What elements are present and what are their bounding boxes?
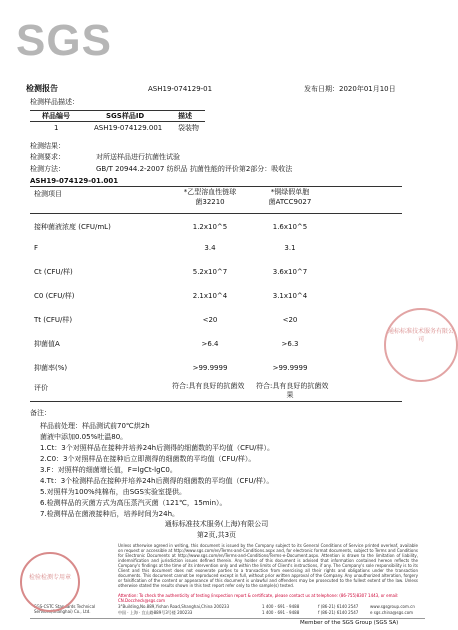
row-value: 2.1x10^4 [192,292,228,300]
divider [30,110,205,111]
company-en: SGS-CSTC Standards Technical Services(Shanghai) Co., Ltd. [34,604,96,614]
phone: 1 400 - 691 - 9488 [262,610,300,615]
row-label-f: F [34,244,39,252]
note-line: 6.检测样品的灭菌方式为高压蒸汽灭菌（121℃，15min）。 [40,499,227,507]
method-label: 检测方法： [30,165,65,173]
sample-col-desc: 描述 [178,112,192,120]
row-value: 果 [286,391,294,399]
row-value: 5.2x10^7 [192,268,228,276]
seal-left-text: 检验检测专用章 [28,574,71,581]
footer-company: 通标标准技术服务(上海)有限公司 [164,520,269,528]
row-value: 3.4 [204,244,216,252]
note-line: 2.C0：3个对照样品在接种后立即测得的细菌数的平均值（CFU/样）。 [40,455,256,463]
sample-heading: 检测样品描述： [30,98,79,106]
row-value: 符合:具有良好的抗菌效 [172,382,245,390]
divider [30,121,205,122]
page-number: 第2页,共3页 [196,531,237,539]
address-en: 3°Building,No.889,Yishan Road,Shanghai,China 200233 [118,604,230,609]
row-value: >6.3 [281,340,299,348]
row-label-eval: 评价 [34,384,48,392]
note-line: 样品前处理：样品测试前70℃烘2h [40,422,150,430]
address-cn: 中国 · 上海 · 宜山路889号3号楼 200233 [118,610,193,615]
table-header-strain2-l1: *铜绿假单胞 [270,188,310,196]
seal-right [384,308,458,382]
row-value: <20 [282,316,298,324]
issue-date: 发布日期：2020年01月10日 [304,85,396,93]
sgs-logo-text: SGS [16,16,112,65]
authenticity-note: Attention: To check the authenticity of testing /inspection report & certificate, please contact us at telephone: (86-755)8307 1443, or email: CN.Doccheck@sgs.com [118,593,399,603]
row-value: >99.9999 [192,364,228,372]
row-label-tt: Tt (CFU/样) [34,316,73,324]
row-value: 3.1 [284,244,296,252]
sample-col-no: 样品编号 [42,112,70,120]
divider [30,618,425,619]
note-line: 3.F：对照样的细菌增长值，F=lgCt-lgC0。 [40,466,177,474]
results-heading: 检测结果： [30,142,65,150]
row-label-a: 抑菌值A [34,340,60,348]
disclaimer: Unless otherwise agreed in writing, this document is issued by the Company subject to its General Conditions of Service printed overleaf, available on request or accessible at http://www.sgs.com/en/Terms-and-Conditions.aspx and, for electronic format documents, subject to Terms and Conditions for Electronic Documents at http://www.sgs.com/en/Terms-and-Conditions/Terms-e-Document.aspx. Attention is drawn to the limitation of liability, indemnification and jurisdiction issues defined therein. Any holder of this document is advised that information contained hereon reflects the Company's findings at the time of its intervention only and within the limits of Client's instructions, if any. The Company's sole responsibility is to its Client and this document does not exonerate parties to a transaction from exercising all their rights and obligations under the transaction documents. This document cannot be reproduced except in full, without prior written approval of the Company. Any unauthorized alteration, forgery or falsification of the content or appearance of this document is unlawful and offenders may be prosecuted to the fullest extent of the law. Unless otherwise stated the results shown in this test report refer only to the sample(s) tested. [118,543,418,588]
note-line: 菌液中添加0.05%吐温80。 [40,433,128,441]
row-value: 3.1x10^4 [272,292,308,300]
website: www.sgsgroup.com.cn [370,604,415,609]
row-value: 1.6x10^5 [272,223,308,231]
note-line: 4.Tt：3个检测样品在接种并培养24h后测得的细菌数的平均值（CFU/样）。 [40,477,274,485]
note-line: 5.对照样为100%纯棉布，由SGS实验室提供。 [40,488,187,496]
fax: f (86-21) 6140 2547 [318,610,359,615]
row-label-c0: C0 (CFU/样) [34,292,75,300]
row-label-inoculum: 接种菌液浓度 (CFU/mL) [34,223,111,231]
seal-bottom-left [20,552,80,612]
sample-col-id: SGS样品ID [106,112,145,120]
phone: 1 400 - 691 - 9488 [262,604,300,609]
method-value: GB/T 20944.2-2007 纺织品 抗菌性能的评价第2部分：吸收法 [96,165,293,173]
table-header-strain2-l2: 菌ATCC9027 [268,198,312,206]
table-header-strain1-l1: *乙型溶血性链球 [183,188,237,196]
row-value: 符合:具有良好的抗菌效 [256,382,329,390]
sample-no: 1 [54,124,59,132]
seal-right-text: 通标标准技术服务有限公司 [387,328,454,343]
table-header-strain1-l2: 菌32210 [195,198,225,206]
row-value: >99.9999 [272,364,308,372]
report-number: ASH19-074129-01 [148,85,213,93]
sgs-logo [16,8,124,74]
row-label-rate: 抑菌率(%) [34,364,68,372]
requirement-value: 对所送样品进行抗菌性试验 [96,153,180,161]
note-line: 7.检测样品在菌液接种后，培养时间为24h。 [40,510,180,518]
row-value: 3.6x10^7 [272,268,308,276]
row-value: 1.2x10^5 [192,223,228,231]
sample-desc: 袋装物 [178,124,199,132]
sample-id-line: ASH19-074129-01.001 [30,177,119,185]
note-line: 1.Ct：3个对照样品在接种并培养24h后测得的细菌数的平均值（CFU/样）。 [40,444,275,452]
row-label-ct: Ct (CFU/样) [34,268,73,276]
report-title: 检测报告 [26,84,58,93]
row-value: <20 [202,316,218,324]
row-value: >6.4 [201,340,219,348]
member-line: Member of the SGS Group (SGS SA) [300,620,399,626]
fax: f (86-21) 6140 2547 [318,604,359,609]
requirement-label: 检测要求： [30,153,65,161]
table-header-item: 检测项目 [34,190,62,198]
notes-heading: 备注： [30,409,51,417]
sample-id: ASH19-074129.001 [94,124,163,132]
email: e sgs.china@sgs.com [370,610,414,615]
